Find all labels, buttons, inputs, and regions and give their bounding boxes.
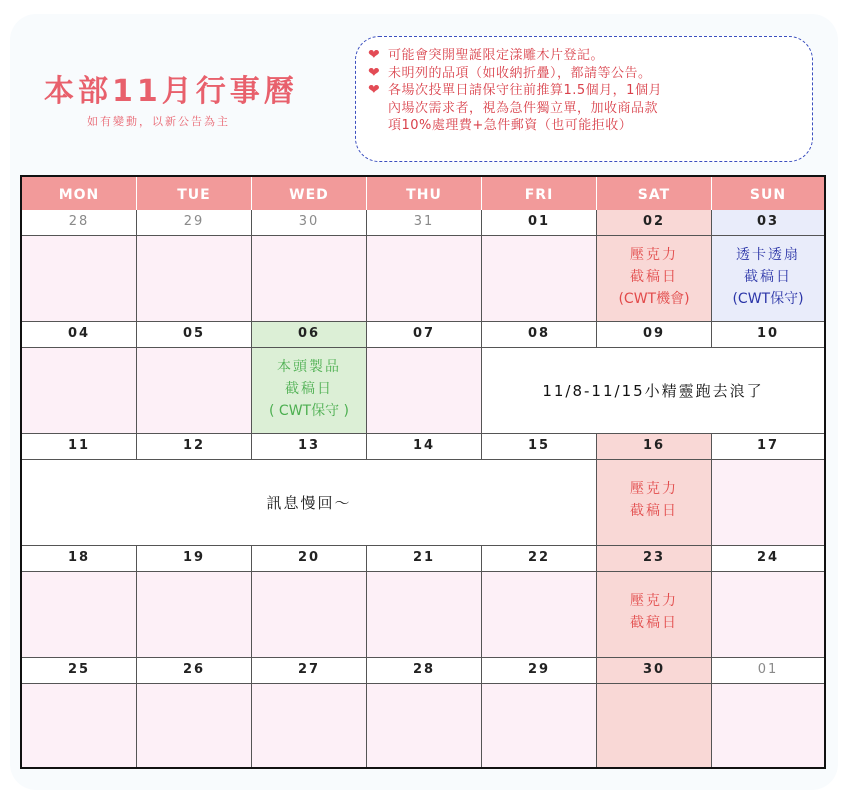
day-cell[interactable] — [22, 684, 137, 767]
day-number: 14 — [367, 434, 482, 460]
event-text: (CWT機會) — [618, 291, 690, 307]
day-cell[interactable] — [252, 684, 367, 767]
page-title: 本部11月行事曆 — [44, 74, 298, 109]
day-number: 31 — [367, 210, 482, 236]
event-text: (CWT保守) — [732, 291, 804, 307]
day-cell[interactable] — [712, 572, 824, 658]
event-text: 截稿日 — [630, 503, 678, 519]
event-text: ( CWT保守 ) — [269, 403, 349, 419]
day-number: 18 — [22, 546, 137, 572]
day-cell-event[interactable] — [597, 236, 712, 322]
heart-icon: ❤ — [368, 64, 381, 81]
day-number: 25 — [22, 658, 137, 684]
event-text: 截稿日 — [285, 381, 333, 397]
day-number: 28 — [22, 210, 137, 236]
day-number: 02 — [597, 210, 712, 236]
event-text: 透卡透扇 — [736, 247, 800, 263]
day-number: 01 — [482, 210, 597, 236]
calendar-grid — [20, 175, 826, 769]
day-cell[interactable] — [137, 236, 252, 322]
day-cell[interactable] — [22, 572, 137, 658]
weekday-header — [22, 177, 824, 210]
day-cell[interactable] — [482, 684, 597, 767]
event-text: 截稿日 — [630, 269, 678, 285]
page-subtitle: 如有變動，以新公告為主 — [87, 115, 230, 128]
event-text: 本頭製品 — [277, 359, 341, 375]
event-text: 壓克力 — [630, 247, 678, 263]
weekday-thu: THU — [367, 177, 482, 210]
heart-icon: ❤ — [368, 82, 381, 98]
day-cell[interactable] — [137, 572, 252, 658]
day-number: 20 — [252, 546, 367, 572]
day-cell[interactable] — [597, 684, 712, 767]
event-banner[interactable]: 11/8-11/15小精靈跑去浪了 — [482, 348, 824, 434]
day-number: 15 — [482, 434, 597, 460]
day-number: 07 — [367, 322, 482, 348]
day-number: 21 — [367, 546, 482, 572]
day-cell[interactable] — [712, 460, 824, 546]
event-text: 截稿日 — [744, 269, 792, 285]
event-banner[interactable]: 訊息慢回～ — [22, 460, 597, 546]
notice-text: 各場次投單日請保守往前推算1.5個月，1個月 — [388, 83, 662, 98]
day-cell[interactable] — [367, 684, 482, 767]
notice-box — [355, 36, 813, 162]
notice-text: 可能會突開聖誕限定漾雕木片登記。 — [388, 48, 605, 63]
notice-text: 項10%處理費+急件郵資（也可能拒收） — [388, 118, 633, 133]
day-cell[interactable] — [252, 236, 367, 322]
day-number: 13 — [252, 434, 367, 460]
day-cell[interactable] — [22, 236, 137, 322]
day-cell[interactable] — [137, 684, 252, 767]
day-cell[interactable] — [367, 236, 482, 322]
event-text: 壓克力 — [630, 593, 678, 609]
notice-item — [368, 82, 804, 100]
weekday-wed: WED — [252, 177, 367, 210]
weekday-sun: SUN — [749, 187, 787, 203]
weekday-mon: MON — [22, 177, 137, 210]
day-number: 16 — [597, 434, 712, 460]
day-number: 26 — [137, 658, 252, 684]
event-text: 截稿日 — [630, 615, 678, 631]
day-cell[interactable] — [137, 348, 252, 434]
day-number: 24 — [712, 546, 824, 572]
day-cell[interactable] — [482, 572, 597, 658]
day-number: 11 — [22, 434, 137, 460]
day-cell-event[interactable] — [712, 236, 824, 322]
day-number: 30 — [252, 210, 367, 236]
day-number: 17 — [712, 434, 824, 460]
heart-icon: ❤ — [368, 47, 381, 63]
day-number: 22 — [482, 546, 597, 572]
weekday-fri: FRI — [482, 177, 597, 210]
day-number: 06 — [252, 322, 367, 348]
event-text: 壓克力 — [630, 481, 678, 497]
day-number: 10 — [712, 322, 824, 348]
day-number: 28 — [367, 658, 482, 684]
notice-item — [368, 47, 804, 65]
day-cell-event[interactable] — [597, 460, 712, 546]
notice-item — [368, 65, 804, 83]
day-number: 29 — [137, 210, 252, 236]
notice-text: 內場次需求者，視為急件獨立單，加收商品款 — [388, 100, 659, 116]
day-cell[interactable] — [22, 348, 137, 434]
day-cell-event[interactable] — [597, 572, 712, 658]
day-number: 23 — [597, 546, 712, 572]
day-cell[interactable] — [482, 236, 597, 322]
day-number: 04 — [22, 322, 137, 348]
weekday-sat: SAT — [597, 177, 712, 210]
day-number: 05 — [137, 322, 252, 348]
day-number: 01 — [712, 658, 824, 684]
day-number: 09 — [597, 322, 712, 348]
day-number: 08 — [482, 322, 597, 348]
day-number: 12 — [137, 434, 252, 460]
day-cell[interactable] — [367, 348, 482, 434]
day-number: 30 — [597, 658, 712, 684]
day-cell[interactable] — [367, 572, 482, 658]
day-number: 29 — [482, 658, 597, 684]
weekday-tue: TUE — [137, 177, 252, 210]
day-cell[interactable] — [712, 684, 824, 767]
day-cell[interactable] — [252, 572, 367, 658]
day-number: 19 — [137, 546, 252, 572]
day-number: 03 — [712, 210, 824, 236]
notice-text: 未明列的品項（如收納折疊），都請等公告。 — [388, 65, 652, 81]
day-number: 27 — [252, 658, 367, 684]
day-cell-event[interactable] — [252, 348, 367, 434]
